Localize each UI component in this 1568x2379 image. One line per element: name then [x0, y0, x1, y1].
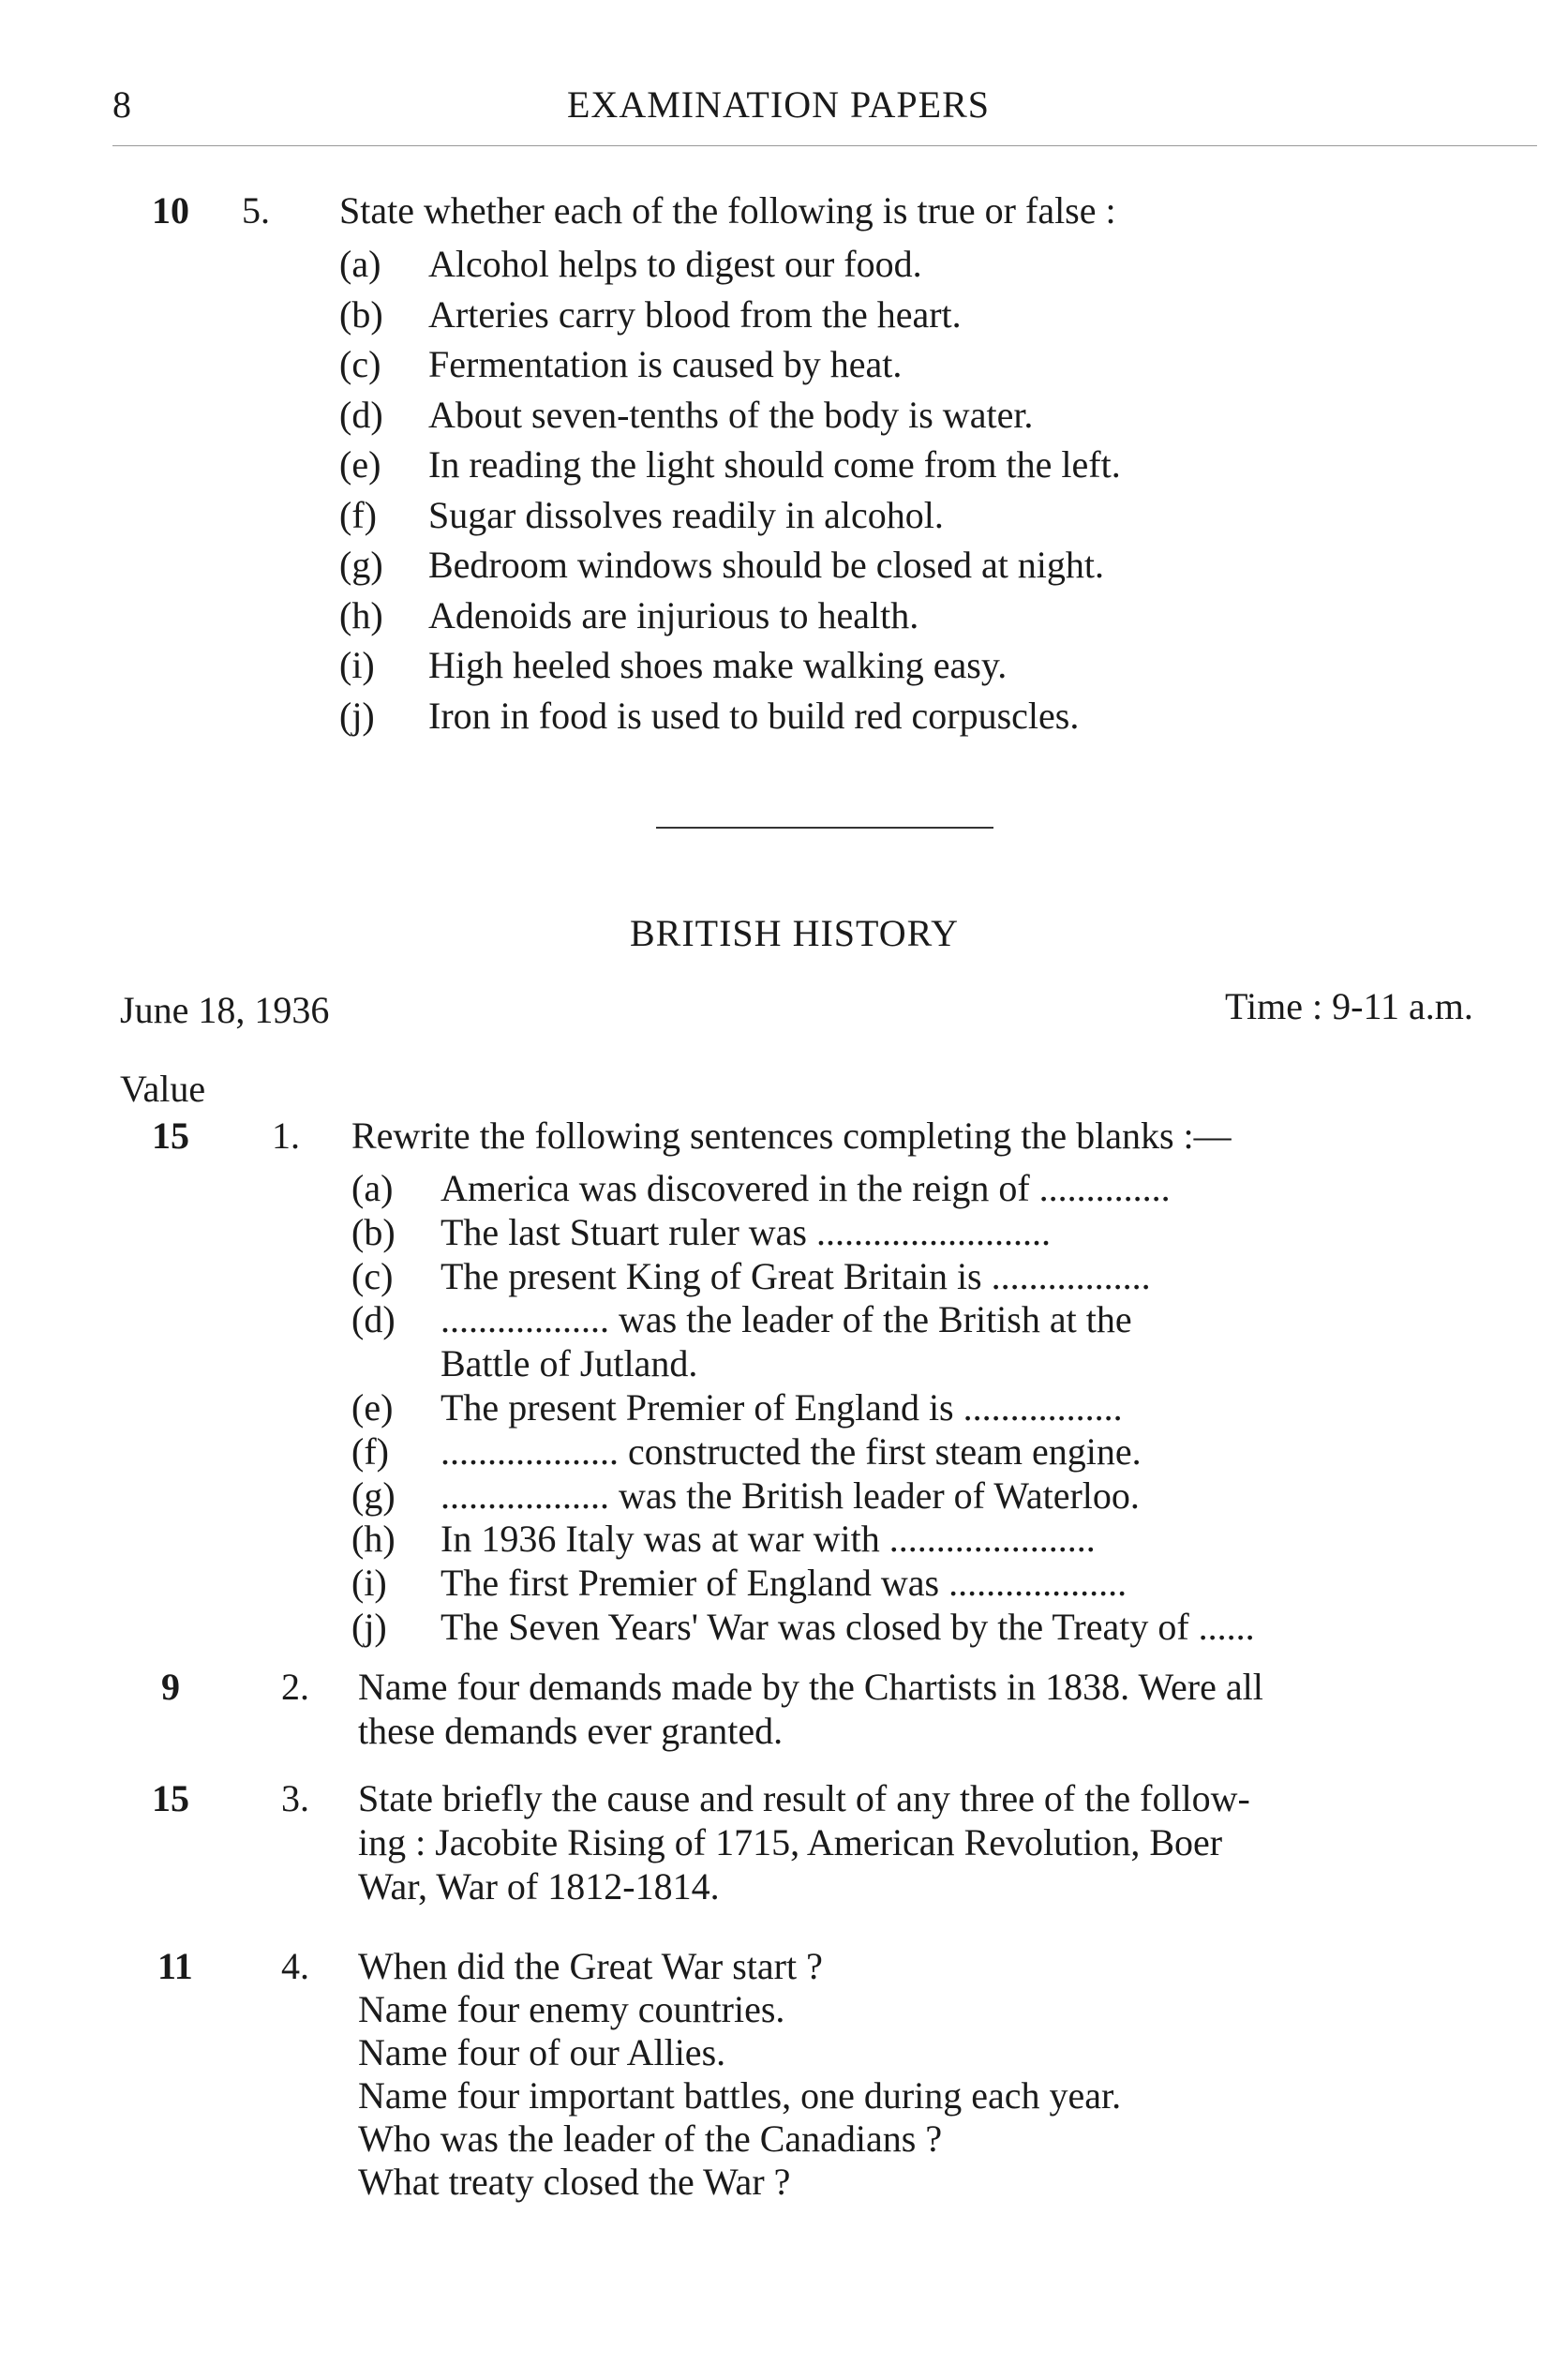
q1-prompt: Rewrite the following sentences completing the blanks :—	[351, 1115, 1232, 1157]
q5-item-label: (e)	[339, 443, 381, 486]
q1-item-label: (e)	[351, 1386, 394, 1429]
q5-item-label: (j)	[339, 694, 375, 737]
q5-item-label: (h)	[339, 593, 383, 636]
q3-value: 15	[152, 1777, 189, 1819]
q4-line: Name four important battles, one during each year.	[358, 2074, 1122, 2117]
q5-prompt: State whether each of the following is true or false :	[339, 189, 1116, 232]
q5-item-text: Fermentation is caused by heat.	[428, 343, 903, 385]
q3-line: ing : Jacobite Rising of 1715, American Revolution, Boer	[358, 1821, 1223, 1863]
q1-item-text: The last Stuart ruler was .........................	[441, 1210, 1051, 1253]
q5-item	[339, 442, 1121, 486]
q4-line: When did the Great War start ?	[358, 1945, 823, 1987]
q1-item	[351, 1517, 1096, 1561]
q1-item-text: The Seven Years' War was closed by the Treaty of ......	[441, 1606, 1255, 1648]
q1-item-label: (g)	[351, 1474, 396, 1517]
q5-item-label: (g)	[339, 544, 383, 586]
q2-line: these demands ever granted.	[358, 1710, 784, 1752]
q1-item-label: (c)	[351, 1254, 394, 1297]
q5-item	[339, 292, 962, 337]
running-title: EXAMINATION PAPERS	[567, 83, 991, 126]
q4-value: 11	[157, 1945, 193, 1987]
q5-item	[339, 543, 1104, 587]
q1-item-label: (j)	[351, 1606, 387, 1648]
value-heading: Value	[120, 1068, 206, 1110]
q1-item-text: .................. was the leader of the British at the	[441, 1298, 1132, 1341]
q5-item-label: (i)	[339, 644, 375, 686]
q4-number: 4.	[281, 1945, 309, 1987]
q1-item-label: (i)	[351, 1562, 387, 1605]
q1-item	[351, 1385, 1123, 1429]
q5-item-label: (d)	[339, 393, 383, 436]
q5-item	[339, 694, 1079, 738]
q5-value: 10	[152, 189, 189, 232]
q1-item-text: ................... constructed the first steam engine.	[441, 1429, 1142, 1473]
q5-item	[339, 242, 922, 286]
q4-line: Name four enemy countries.	[358, 1988, 785, 2030]
q5-item	[339, 493, 944, 537]
q5-item-text: In reading the light should come from the left.	[428, 443, 1121, 486]
q5-item-text: Alcohol helps to digest our food.	[428, 243, 922, 285]
q3-number: 3.	[281, 1777, 309, 1819]
q1-item	[351, 1474, 1140, 1518]
q1-item	[351, 1341, 697, 1385]
q5-item-text: Adenoids are injurious to health.	[428, 593, 919, 636]
q1-item-text: The present Premier of England is .................	[441, 1386, 1123, 1429]
q1-item-label: (d)	[351, 1298, 396, 1341]
q1-item-label: (a)	[351, 1167, 394, 1209]
exam-time: Time : 9-11 a.m.	[1225, 985, 1473, 1027]
q5-item	[339, 342, 902, 386]
q1-item-text: In 1936 Italy was at war with ......................	[441, 1518, 1096, 1561]
q5-item-label: (f)	[339, 493, 377, 536]
q1-value: 15	[152, 1115, 189, 1157]
q4-line: Name four of our Allies.	[358, 2031, 726, 2073]
q5-item-label: (c)	[339, 343, 381, 385]
q3-line: War, War of 1812-1814.	[358, 1865, 720, 1908]
section-title: BRITISH HISTORY	[630, 912, 959, 954]
q5-item-label: (b)	[339, 292, 383, 336]
q5-item-text: Sugar dissolves readily in alcohol.	[428, 493, 944, 536]
q1-item	[351, 1561, 1127, 1605]
q1-item	[351, 1210, 1051, 1254]
q1-item	[351, 1605, 1255, 1649]
q5-item-text: About seven-tenths of the body is water.	[428, 393, 1034, 436]
q5-number: 5.	[242, 189, 270, 232]
q1-item-text: The present King of Great Britain is .................	[441, 1254, 1151, 1297]
q2-value: 9	[161, 1666, 180, 1708]
exam-date: June 18, 1936	[120, 989, 330, 1031]
q1-item-label: (b)	[351, 1210, 396, 1253]
q3-line: State briefly the cause and result of any three of the follow-	[358, 1777, 1250, 1819]
q1-item	[351, 1166, 1171, 1210]
q5-item-label: (a)	[339, 243, 381, 285]
q1-item-text: .................. was the British leader of Waterloo.	[441, 1474, 1140, 1517]
q1-item-text: The first Premier of England was ...................	[441, 1562, 1127, 1605]
q4-line: Who was the leader of the Canadians ?	[358, 2117, 943, 2160]
q1-item	[351, 1254, 1151, 1298]
q1-item	[351, 1429, 1142, 1474]
q5-item-text: Bedroom windows should be closed at night.	[428, 544, 1105, 586]
q1-number: 1.	[272, 1115, 300, 1157]
q5-item-text: Iron in food is used to build red corpuscles.	[428, 694, 1080, 737]
q5-item	[339, 643, 1007, 687]
section-separator	[656, 827, 993, 829]
q1-item-text: Battle of Jutland.	[441, 1342, 698, 1385]
q1-item-label: (h)	[351, 1518, 396, 1561]
q5-item-text: Arteries carry blood from the heart.	[428, 292, 962, 336]
header-rule	[112, 145, 1537, 146]
q2-line: Name four demands made by the Chartists in 1838. Were all	[358, 1666, 1263, 1708]
q1-item	[351, 1297, 1132, 1341]
q4-line: What treaty closed the War ?	[358, 2161, 791, 2203]
q5-item	[339, 393, 1033, 437]
page-number: 8	[112, 83, 131, 126]
q5-item-text: High heeled shoes make walking easy.	[428, 644, 1008, 686]
q1-item-label: (f)	[351, 1429, 389, 1473]
q1-item-text: America was discovered in the reign of ..............	[441, 1167, 1171, 1209]
q2-number: 2.	[281, 1666, 309, 1708]
q5-item	[339, 593, 918, 637]
